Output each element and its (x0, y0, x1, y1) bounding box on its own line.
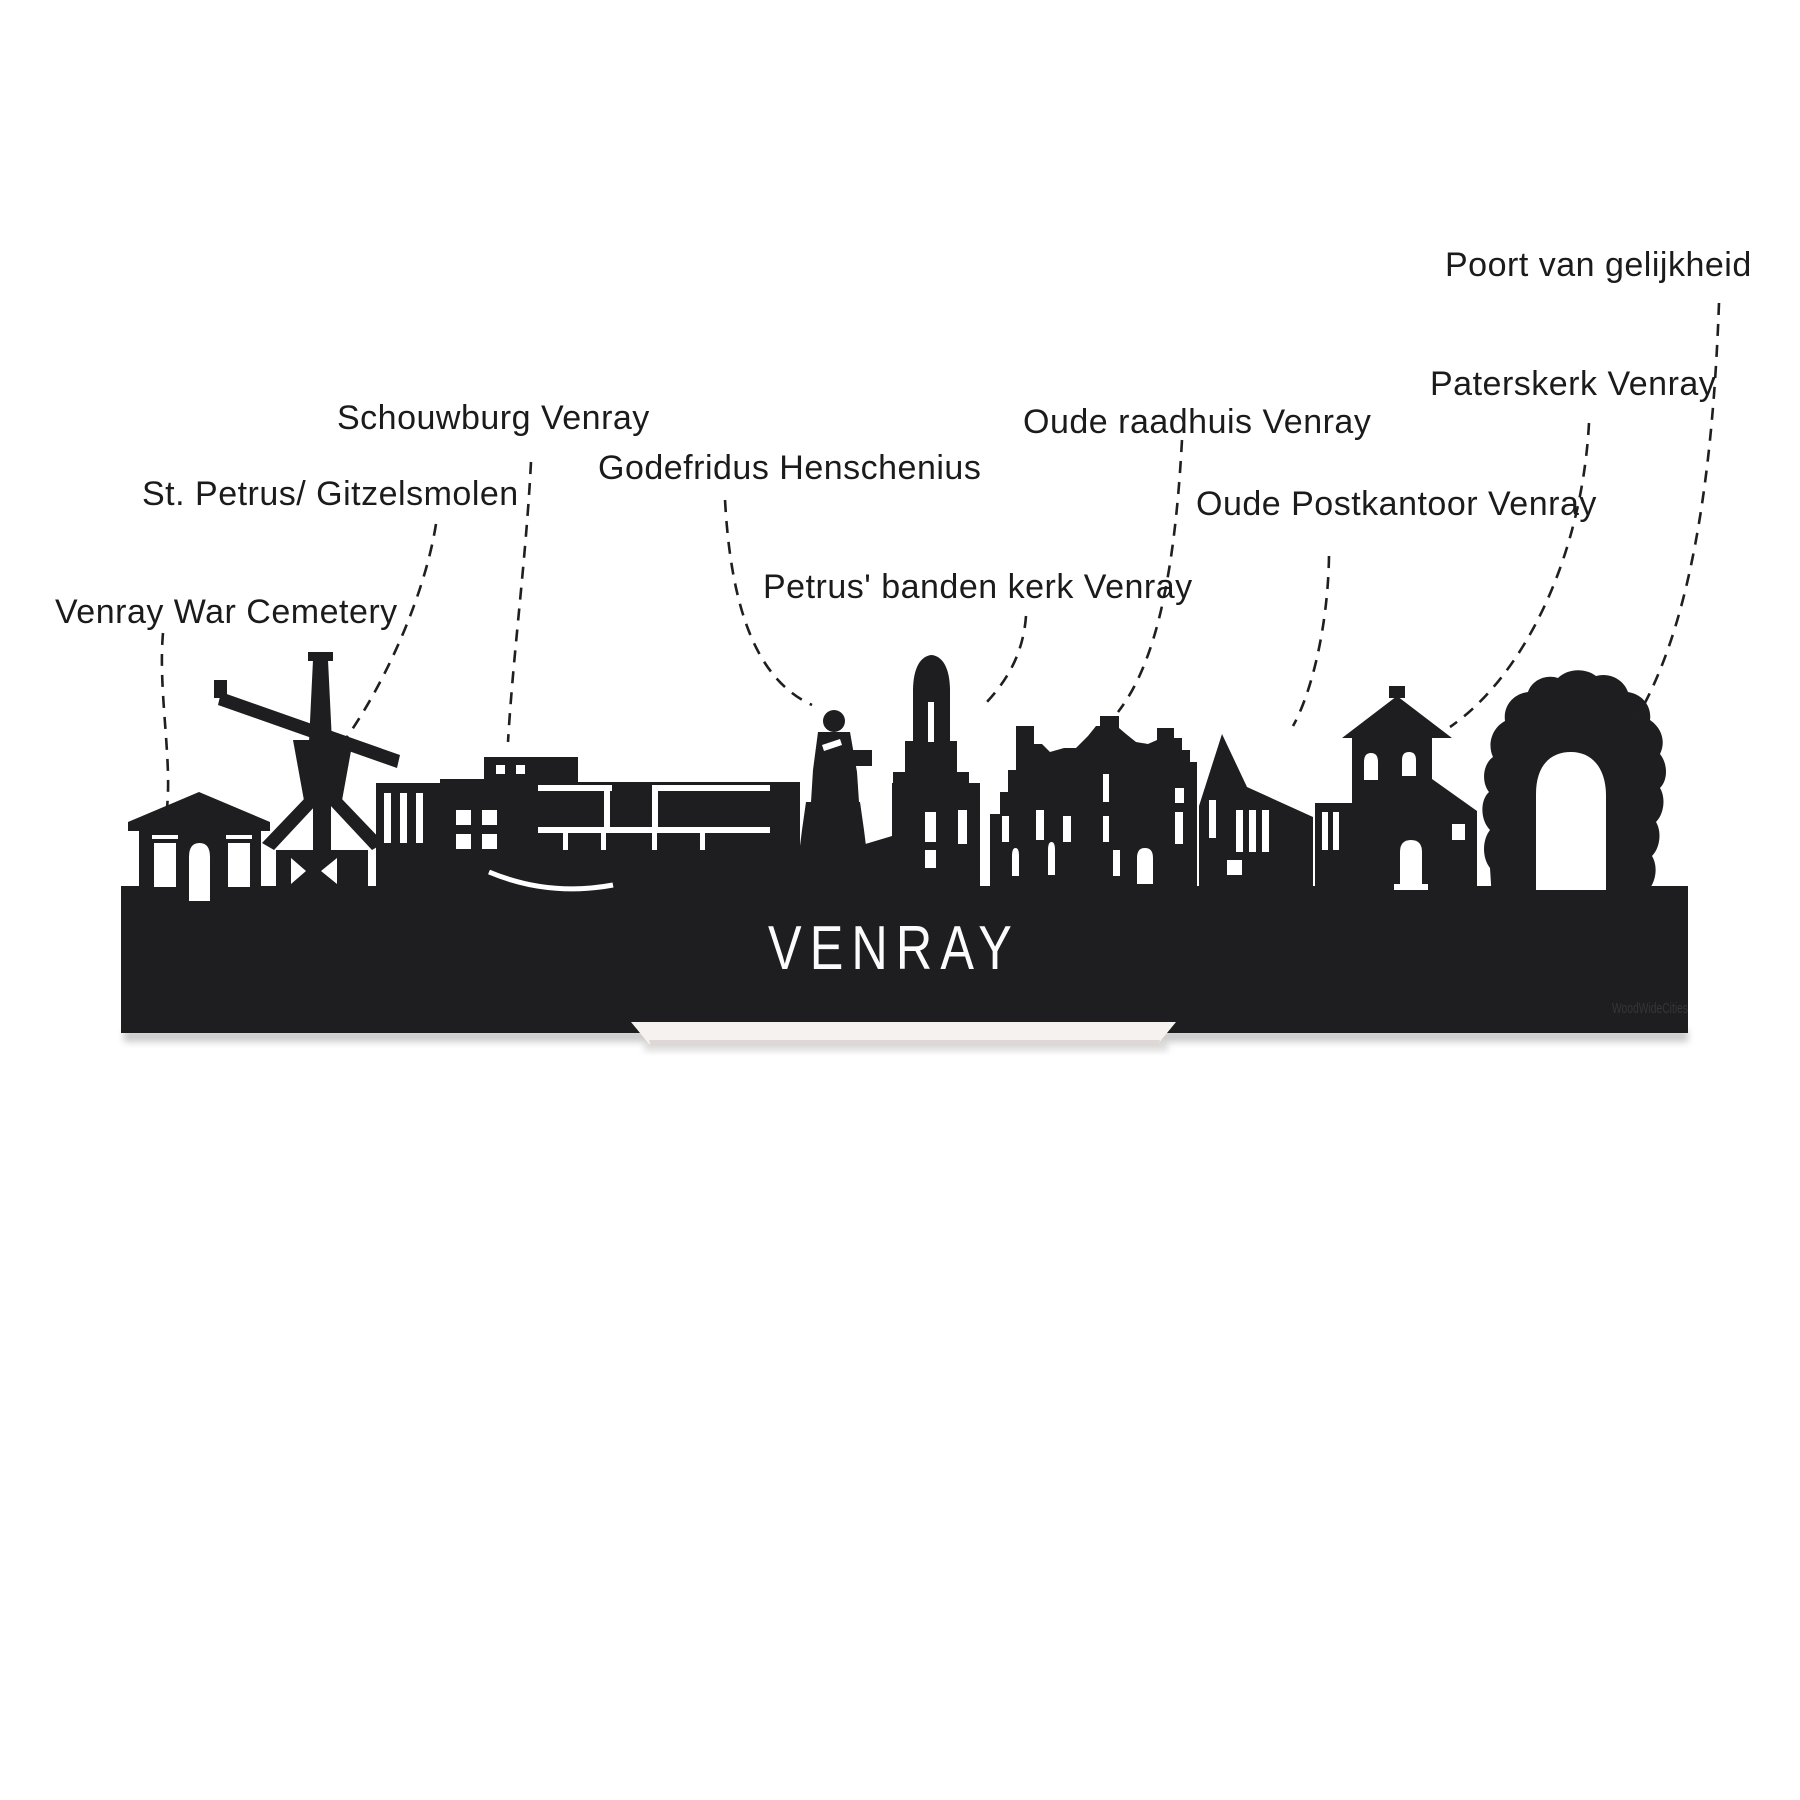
label-oude-raadhuis: Oude raadhuis Venray (1023, 403, 1372, 441)
brand-watermark: WoodWideCities (1612, 1000, 1688, 1017)
label-venray-war-cemetery: Venray War Cemetery (55, 593, 398, 631)
label-st-petrus-gitzelsmolen: St. Petrus/ Gitzelsmolen (142, 475, 519, 513)
city-name-cutout: VENRAY (768, 914, 1020, 983)
label-petrus-banden-kerk: Petrus' banden kerk Venray (763, 568, 1193, 606)
label-schouwburg-venray: Schouwburg Venray (337, 399, 650, 437)
label-godefridus-henschenius: Godefridus Henschenius (598, 449, 982, 487)
label-paterskerk: Paterskerk Venray (1430, 365, 1717, 403)
label-poort-van-gelijkheid: Poort van gelijkheid (1445, 246, 1752, 284)
label-oude-postkantoor: Oude Postkantoor Venray (1196, 485, 1597, 523)
